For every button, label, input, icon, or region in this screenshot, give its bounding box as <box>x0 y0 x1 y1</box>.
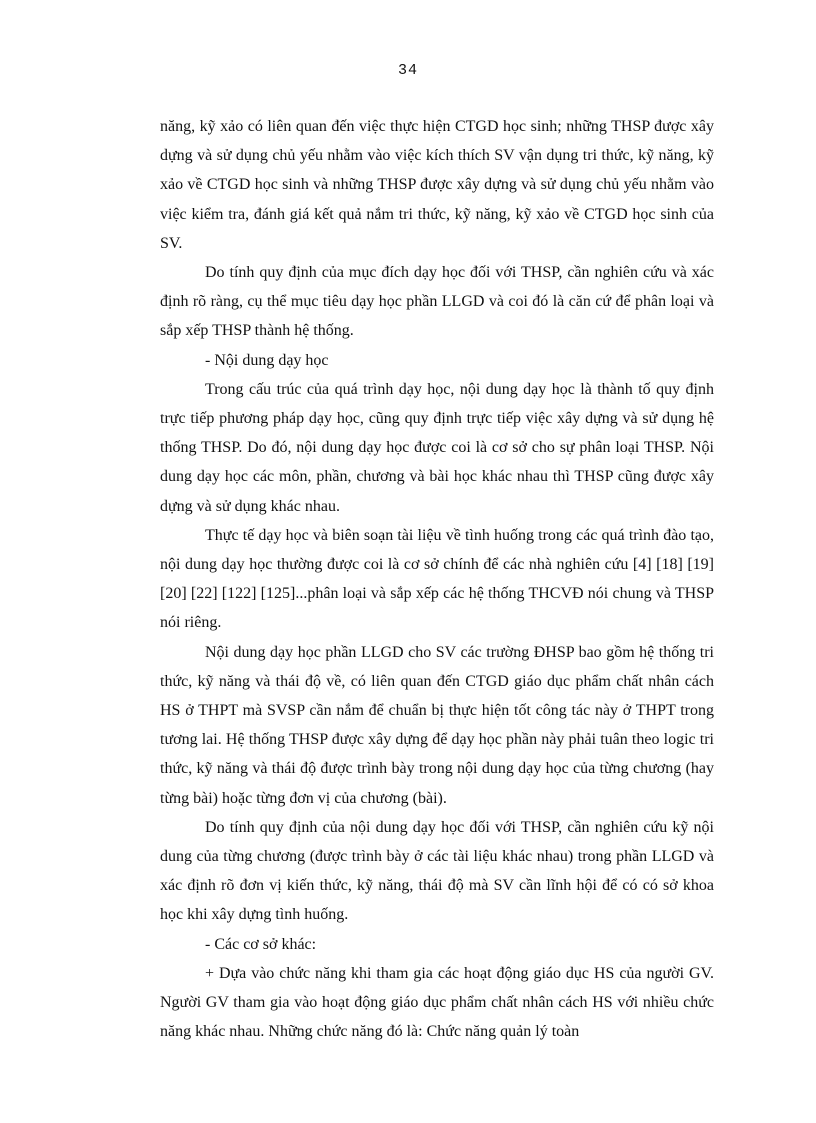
heading-noi-dung-day-hoc: - Nội dung dạy học <box>205 351 329 369</box>
paragraph-7: Do tính quy định của nội dung dạy học đối với THSP, cần nghiên cứu kỹ nội dung của từng chương (được trình bày ở các tài liệu khác nhau) trong phần LLGD và xác định rõ đơn vị kiến thức, kỹ năng, thái độ mà SV cần lĩnh hội để có có sở khoa học khi xây dựng tình huống. <box>160 818 714 924</box>
paragraph-2: Do tính quy định của mục đích dạy học đối với THSP, cần nghiên cứu và xác định rõ ràng, cụ thể mục tiêu dạy học phần LLGD và coi đó là căn cứ để phân loại và sắp xếp THSP thành hệ thống. <box>160 264 714 340</box>
page-number: 34 <box>397 62 418 79</box>
heading-cac-co-so-khac: - Các cơ sở khác: <box>205 935 317 953</box>
document-body <box>160 112 714 1047</box>
paragraph-1: năng, kỹ xảo có liên quan đến việc thực hiện CTGD học sinh; những THSP được xây dựng và sử dụng chủ yếu nhằm vào việc kích thích SV vận dụng tri thức, kỹ năng, kỹ xảo về CTGD học sinh và những THSP được xây dựng và sử dụng chủ yếu nhằm vào việc kiểm tra, đánh giá kết quả nắm tri thức, kỹ năng, kỹ xảo về CTGD học sinh của SV. <box>160 118 714 252</box>
paragraph-6: Nội dung dạy học phần LLGD cho SV các trường ĐHSP bao gồm hệ thống tri thức, kỹ năng và thái độ về, có liên quan đến CTGD giáo dục phẩm chất nhân cách HS ở THPT mà SVSP cần nắm để chuẩn bị thực hiện tốt công tác này ở THPT trong tương lai. Hệ thống THSP được xây dựng để dạy học phần này phải tuân theo logic tri thức, kỹ năng và thái độ được trình bày trong nội dung dạy học của từng chương (hay từng bài) hoặc từng đơn vị của chương (bài). <box>160 643 714 807</box>
paragraph-4: Trong cấu trúc của quá trình dạy học, nội dung dạy học là thành tố quy định trực tiếp phương pháp dạy học, cũng quy định trực tiếp việc xây dựng và sử dụng hệ thống THSP. Do đó, nội dung dạy học được coi là cơ sở cho sự phân loại THSP. Nội dung dạy học các môn, phần, chương và bài học khác nhau thì THSP cũng được xây dựng và sử dụng khác nhau. <box>160 380 714 515</box>
paragraph-5: Thực tế dạy học và biên soạn tài liệu về tình huống trong các quá trình đào tạo, nội dung dạy học thường được coi là cơ sở chính để các nhà nghiên cứu [4] [18] [19] [20] [22] [122] [125]...phân loại và sắp xếp các hệ thống THCVĐ nói chung và THSP nói riêng. <box>160 526 714 632</box>
paragraph-9: + Dựa vào chức năng khi tham gia các hoạt động giáo dục HS của người GV. Người GV tham gia vào hoạt động giáo dục phẩm chất nhân cách HS với nhiều chức năng khác nhau. Những chức năng đó là: Chức năng quản lý toàn <box>160 964 714 1041</box>
